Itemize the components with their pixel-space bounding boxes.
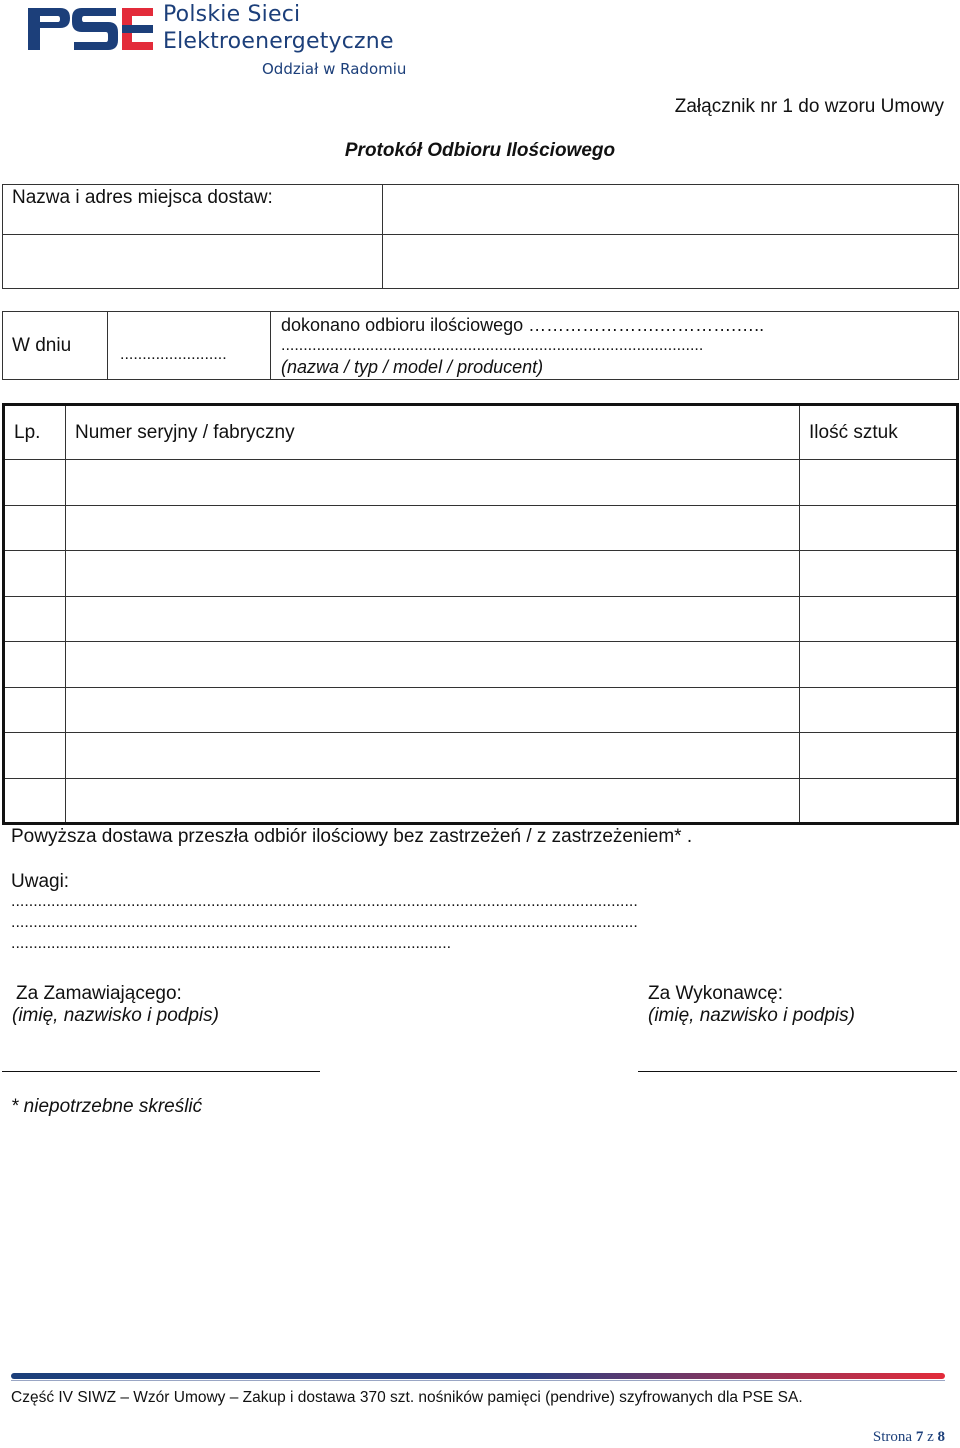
remarks-line3[interactable]: ...................................................................................................: [11, 935, 452, 952]
document-title: Protokół Odbioru Ilościowego: [344, 140, 616, 161]
lp-cell[interactable]: [4, 551, 66, 597]
date-dots: ........................: [120, 345, 227, 363]
delivery-place-label: Nazwa i adres miejsca dostaw:: [12, 186, 273, 208]
footer-color-bar: [11, 1373, 945, 1381]
delivery-place-table: [2, 184, 959, 289]
reception-line3: (nazwa / typ / model / producent): [281, 356, 544, 377]
items-header-row: [4, 405, 958, 460]
lp-cell[interactable]: [4, 778, 66, 824]
lp-cell[interactable]: [4, 596, 66, 642]
date-row-table: [2, 311, 959, 380]
pse-logo-mark: [26, 6, 154, 52]
remarks-label: Uwagi:: [11, 871, 70, 892]
table-row: [4, 596, 958, 642]
quantity-cell[interactable]: [800, 460, 958, 506]
signature-line-right[interactable]: [638, 1071, 957, 1072]
delivery-place-extra-cell-right[interactable]: [383, 235, 959, 289]
lp-cell[interactable]: [4, 687, 66, 733]
signature-left-title: Za Zamawiającego:: [16, 983, 182, 1004]
header-lp-label: Lp.: [14, 421, 41, 443]
quantity-cell[interactable]: [800, 505, 958, 551]
quantity-cell[interactable]: [800, 596, 958, 642]
header-quantity-label: Ilość sztuk: [809, 421, 898, 443]
reception-line2: ...............................................................................................: [281, 336, 704, 354]
header-lp: [4, 405, 66, 460]
lp-cell[interactable]: [4, 505, 66, 551]
items-table: [2, 403, 959, 825]
table-row: [4, 778, 958, 824]
serial-cell[interactable]: [66, 551, 800, 597]
table-row: [4, 551, 958, 597]
signature-right-subtitle: (imię, nazwisko i podpis): [648, 1005, 855, 1026]
page-prefix: Strona: [872, 1429, 913, 1445]
lp-cell[interactable]: [4, 733, 66, 779]
lp-cell[interactable]: [4, 460, 66, 506]
quantity-cell[interactable]: [800, 642, 958, 688]
lp-cell[interactable]: [4, 642, 66, 688]
page-number: [873, 1429, 945, 1446]
footnote: * niepotrzebne skreślić: [11, 1096, 203, 1117]
serial-cell[interactable]: [66, 687, 800, 733]
serial-cell[interactable]: [66, 778, 800, 824]
table-row: [4, 460, 958, 506]
delivery-place-value-cell[interactable]: [383, 185, 959, 235]
header-quantity: [800, 405, 958, 460]
serial-cell[interactable]: [66, 642, 800, 688]
header-serial: [66, 405, 800, 460]
quantity-cell[interactable]: [800, 551, 958, 597]
header-serial-label: Numer seryjny / fabryczny: [75, 421, 295, 443]
delivery-place-extra-cell-left[interactable]: [3, 235, 383, 289]
serial-cell[interactable]: [66, 505, 800, 551]
quantity-cell[interactable]: [800, 687, 958, 733]
page-current: 7: [915, 1429, 924, 1445]
signature-right-title: Za Wykonawcę:: [648, 983, 783, 1004]
reception-statement: Powyższa dostawa przeszła odbiór ilościowy bez zastrzeżeń / z zastrzeżeniem* .: [11, 826, 693, 847]
serial-cell[interactable]: [66, 460, 800, 506]
logo-company-name-line2: Elektroenergetyczne: [163, 29, 394, 54]
page-separator: z: [927, 1429, 934, 1445]
table-row: [4, 505, 958, 551]
quantity-cell[interactable]: [800, 733, 958, 779]
quantity-cell[interactable]: [800, 778, 958, 824]
footer-text: Część IV SIWZ – Wzór Umowy – Zakup i dostawa 370 szt. nośników pamięci (pendrive) szyfrowanych dla PSE SA.: [11, 1389, 803, 1406]
serial-cell[interactable]: [66, 596, 800, 642]
logo-branch-name: Oddział w Radomiu: [262, 60, 407, 78]
date-label: W dniu: [12, 334, 72, 356]
date-label-cell: [3, 312, 108, 380]
reception-description-cell[interactable]: [271, 312, 959, 380]
table-row: [4, 687, 958, 733]
page-total: 8: [937, 1429, 945, 1445]
signature-line-left[interactable]: [2, 1071, 320, 1072]
delivery-place-label-cell: [3, 185, 383, 235]
remarks-line1[interactable]: .............................................................................................................................................: [11, 893, 638, 910]
table-row: [4, 642, 958, 688]
table-row: [4, 733, 958, 779]
annex-label: Załącznik nr 1 do wzoru Umowy: [674, 96, 944, 117]
signature-left-subtitle: (imię, nazwisko i podpis): [12, 1005, 219, 1026]
date-value-cell[interactable]: [108, 312, 271, 380]
reception-line1: dokonano odbioru ilościowego ………………….………….…..: [281, 314, 765, 335]
logo-company-name-line1: Polskie Sieci: [163, 2, 301, 27]
remarks-line2[interactable]: .............................................................................................................................................: [11, 914, 638, 931]
serial-cell[interactable]: [66, 733, 800, 779]
